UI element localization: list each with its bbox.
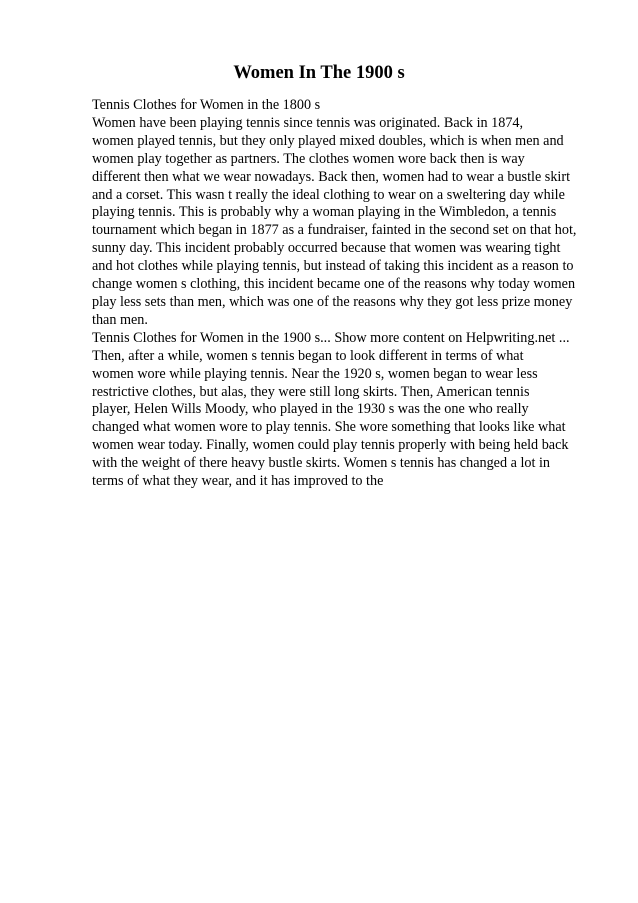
- text-line: Tennis Clothes for Women in the 1900 s... Show more content on Helpwriting.net ...: [92, 329, 570, 346]
- text-line: women play together as partners. The clothes women wore back then is way: [92, 150, 525, 167]
- text-line: women wear today. Finally, women could play tennis properly with being held back: [92, 437, 569, 454]
- text-line: and a corset. This wasn t really the ideal clothing to wear on a sweltering day while: [92, 186, 565, 203]
- text-line: women wore while playing tennis. Near the 1920 s, women began to wear less: [92, 365, 538, 382]
- text-line: tournament which began in 1877 as a fundraiser, fainted in the second set on that hot,: [92, 222, 577, 239]
- text-line: sunny day. This incident probably occurred because that women was wearing tight: [92, 240, 561, 257]
- text-line: with the weight of there heavy bustle skirts. Women s tennis has changed a lot in: [92, 455, 551, 472]
- text-line: Women have been playing tennis since tennis was originated. Back in 1874,: [92, 114, 524, 131]
- text-line: different then what we wear nowadays. Back then, women had to wear a bustle skirt: [92, 168, 571, 185]
- text-line: change women s clothing, this incident became one of the reasons why today women: [92, 276, 576, 293]
- text-line: restrictive clothes, but alas, they were still long skirts. Then, American tennis: [92, 383, 530, 400]
- text-line: play less sets than men, which was one of the reasons why they got less prize money: [92, 293, 573, 310]
- text-line: women played tennis, but they only played mixed doubles, which is when men and: [92, 132, 564, 149]
- text-line: and hot clothes while playing tennis, but instead of taking this incident as a reason to: [92, 258, 574, 275]
- text-line: terms of what they wear, and it has improved to the: [92, 473, 384, 490]
- text-line: player, Helen Wills Moody, who played in the 1930 s was the one who really: [92, 401, 529, 418]
- text-line: changed what women wore to play tennis. She wore something that looks like what: [92, 419, 566, 436]
- document-title: Women In The 1900 s: [233, 63, 405, 83]
- document-body: [92, 97, 592, 491]
- text-line: Then, after a while, women s tennis began to look different in terms of what: [92, 347, 524, 364]
- text-line: playing tennis. This is probably why a woman playing in the Wimbledon, a tennis: [92, 204, 557, 221]
- text-line: than men.: [92, 311, 148, 328]
- text-line: Tennis Clothes for Women in the 1800 s: [92, 97, 321, 113]
